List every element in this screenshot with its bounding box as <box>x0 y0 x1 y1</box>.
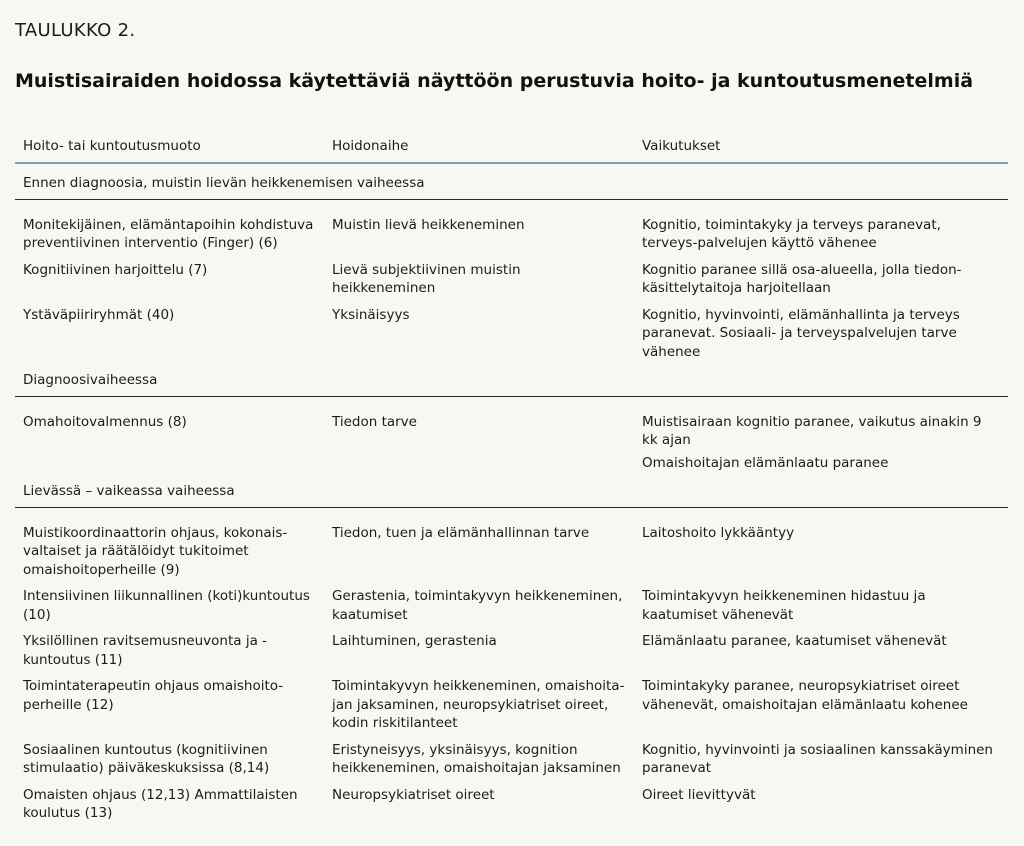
indication-cell: Toimintakyvyn heikkeneminen, omaishoita-jan jaksaminen, neuropsykiatriset oireet, kodin riskitilanteet <box>332 678 625 731</box>
column-header-effects: Vaikutukset <box>634 132 1008 163</box>
method-cell: Monitekijäinen, elämäntapoihin kohdistuva preventiivinen interventio (Finger) (6) <box>23 216 314 251</box>
effect-text: Kognitio, hyvinvointi, elämänhallinta ja terveys paranevat. Sosiaali- ja terveyspalvelujen tarve vähenee <box>642 306 960 360</box>
header-row <box>15 132 1008 163</box>
indication-cell: Eristyneisyys, yksinäisyys, kognition heikkeneminen, omaishoitajan jaksaminen <box>332 741 621 776</box>
table-row <box>15 669 1008 733</box>
effects-cell <box>634 199 1008 253</box>
method-cell: Omahoitovalmennus (8) <box>23 413 187 430</box>
table-row <box>15 733 1008 778</box>
effect-text: Laitoshoito lykkääntyy <box>642 524 795 541</box>
table-row <box>15 199 1008 253</box>
effect-text: Muistisairaan kognitio paranee, vaikutus ainakin 9 kk ajan <box>642 413 982 448</box>
effect-text: Toimintakyvyn heikkeneminen hidastuu ja kaatumiset vähenevät <box>642 588 926 623</box>
effect-text: Elämänlaatu paranee, kaatumiset vähenevät <box>642 633 947 649</box>
effects-cell <box>634 298 1008 362</box>
method-cell: Sosiaalinen kuntoutus (kognitiivinen stimulaatio) päiväkeskuksissa (8,14) <box>23 741 270 776</box>
effect-text: Omaishoitajan elämänlaatu paranee <box>642 454 889 471</box>
effects-cell <box>634 253 1008 298</box>
indication-cell: Muistin lievä heikkeneminen <box>332 216 525 233</box>
method-cell: Muistikoordinaattorin ohjaus, kokonais-valtaiset ja räätälöidyt tukitoimet omaishoitoperheille (9) <box>23 524 288 578</box>
indication-cell: Tiedon, tuen ja elämänhallinnan tarve <box>332 524 590 541</box>
effects-cell <box>634 579 1008 624</box>
indication-cell: Laihtuminen, gerastenia <box>332 633 497 649</box>
effects-cell <box>634 733 1008 778</box>
method-cell: Intensiivinen liikunnallinen (koti)kuntoutus (10) <box>23 588 310 623</box>
table-label: TAULUKKO 2. <box>15 20 136 41</box>
effect-text: Toimintakyky paranee, neuropsykiatriset oireet vähenevät, omaishoitajan elämänlaatu kohenee <box>642 678 968 713</box>
table-row <box>15 778 1008 823</box>
effects-cell <box>634 778 1008 823</box>
section-heading: Lievässä – vaikeassa vaiheessa <box>15 472 1008 507</box>
effects-cell <box>634 396 1008 472</box>
method-cell: Omaisten ohjaus (12,13) Ammattilaisten koulutus (13) <box>23 786 298 821</box>
effect-text: Kognitio, toimintakyky ja terveys paranevat, terveys-palvelujen käyttö vähenee <box>642 216 941 251</box>
method-cell: Yksilöllinen ravitsemusneuvonta ja -kuntoutus (11) <box>23 633 268 668</box>
indication-cell: Yksinäisyys <box>332 306 410 323</box>
effect-text: Kognitio, hyvinvointi ja sosiaalinen kanssakäyminen paranevat <box>642 741 993 776</box>
indication-cell: Neuropsykiatriset oireet <box>332 786 495 803</box>
section-heading: Ennen diagnoosia, muistin lievän heikkenemisen vaiheessa <box>15 163 1008 199</box>
table-row <box>15 298 1008 362</box>
method-cell: Ystäväpiiriryhmät (40) <box>23 306 175 323</box>
table-row <box>15 253 1008 298</box>
method-cell: Kognitiivinen harjoittelu (7) <box>23 261 208 278</box>
column-header-method: Hoito- tai kuntoutusmuoto <box>15 132 324 163</box>
effect-text: Kognitio paranee sillä osa-alueella, jolla tiedon-käsittelytaitoja harjoitellaan <box>642 261 962 296</box>
section-heading-row <box>15 163 1008 199</box>
table-row <box>15 579 1008 624</box>
effects-cell <box>634 669 1008 733</box>
indication-cell: Gerastenia, toimintakyvyn heikkeneminen, kaatumiset <box>332 588 623 623</box>
table-row <box>15 624 1008 669</box>
method-cell: Toimintaterapeutin ohjaus omaishoito-perheille (12) <box>23 678 284 713</box>
section-heading: Diagnoosivaiheessa <box>15 361 1008 396</box>
treatment-table <box>15 132 1008 823</box>
indication-cell: Lievä subjektiivinen muistin heikkeneminen <box>332 261 521 296</box>
table-row <box>15 396 1008 472</box>
effects-cell <box>634 624 1008 669</box>
indication-cell: Tiedon tarve <box>332 413 417 430</box>
effects-cell <box>634 507 1008 579</box>
section-heading-row <box>15 361 1008 396</box>
table-row <box>15 507 1008 579</box>
effect-text: Oireet lievittyvät <box>642 786 756 803</box>
column-header-indication: Hoidonaihe <box>324 132 634 163</box>
table-title: Muistisairaiden hoidossa käytettäviä näyttöön perustuvia hoito- ja kuntoutusmenetelmiä <box>15 70 974 92</box>
section-heading-row <box>15 472 1008 507</box>
